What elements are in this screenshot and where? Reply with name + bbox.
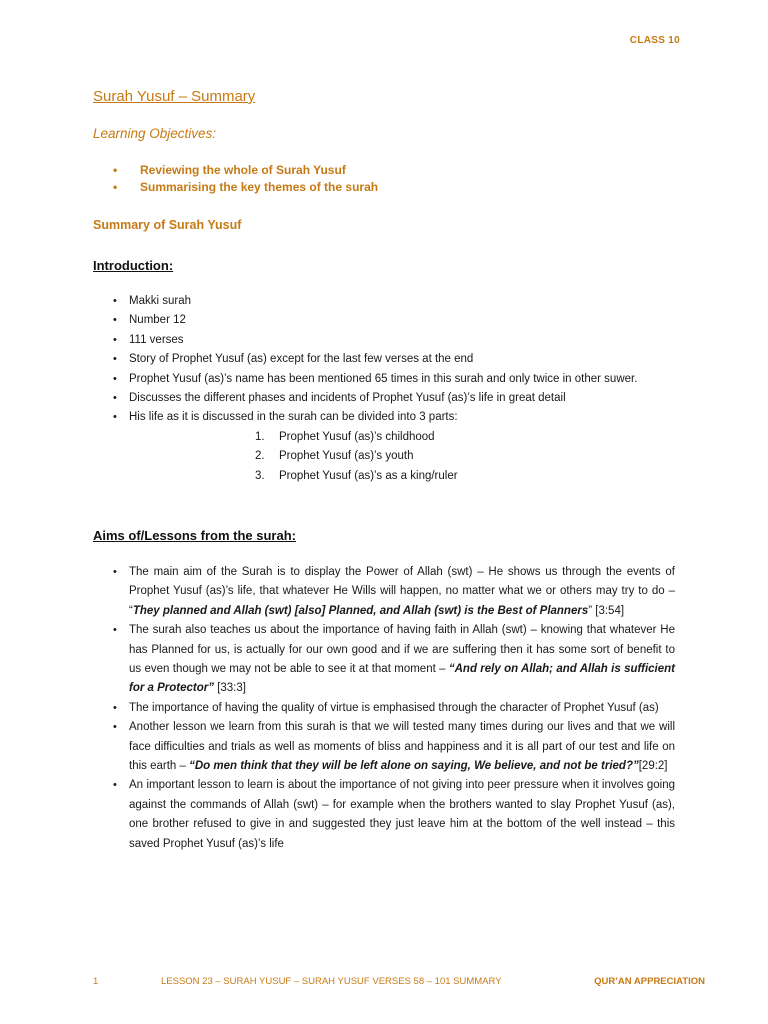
aim-reference: [29:2] — [638, 760, 668, 773]
objective-item: • Reviewing the whole of Surah Yusuf — [113, 162, 378, 179]
introduction-list — [113, 292, 675, 486]
subject-label: QUR’AN APPRECIATION — [594, 976, 705, 987]
aim-item — [113, 718, 675, 776]
aim-text: The importance of having the quality of virtue is emphasised through the character of Prophet Yusuf (as) — [129, 701, 659, 714]
aim-text: The surah also teaches us about the importance of having faith in Allah (swt) – knowing that whatever He has Planned for us, is actually for our own good and if we are suffering then it has some sort of benefit to us even though we may not be able to see it at that moment – — [129, 624, 675, 676]
life-part-item — [255, 428, 675, 447]
intro-item: • Discusses the different phases and incidents of Prophet Yusuf (as)’s life in great detail — [113, 389, 675, 408]
aims-heading: Aims of/Lessons from the surah: — [93, 528, 296, 543]
page-title: Surah Yusuf – Summary — [93, 88, 256, 105]
part-number: 3. — [255, 469, 265, 482]
part-number: 1. — [255, 430, 265, 443]
aim-item — [113, 621, 675, 699]
summary-heading: Summary of Surah Yusuf — [93, 218, 242, 232]
page-number: 1 — [93, 976, 99, 987]
lesson-title: LESSON 23 – SURAH YUSUF – SURAH YUSUF VERSES 58 – 101 SUMMARY — [161, 976, 502, 987]
aims-list — [113, 563, 675, 854]
part-text: Prophet Yusuf (as)’s childhood — [279, 430, 435, 443]
aim-item — [113, 563, 675, 621]
class-label: CLASS 10 — [629, 35, 680, 46]
life-parts-list — [129, 428, 675, 486]
aim-quote: “Do men think that they will be left alone on saying, We believe, and not be tried?” — [189, 760, 639, 773]
intro-item: • Story of Prophet Yusuf (as) except for the last few verses at the end — [113, 350, 675, 369]
intro-item: • 111 verses — [113, 331, 675, 350]
introduction-heading: Introduction: — [93, 258, 174, 273]
aim-text: Another lesson we learn from this surah is that we will tested many times during our lives and that we will face difficulties and trials as well as moments of bliss and happiness and it is all part of our test and life on this earth – — [129, 721, 675, 773]
intro-item: • Makki surah — [113, 292, 675, 311]
aim-reference: ” [3:54] — [588, 604, 625, 617]
part-text: Prophet Yusuf (as)’s as a king/ruler — [279, 469, 458, 482]
life-part-item — [255, 467, 675, 486]
page-footer — [93, 976, 705, 990]
life-part-item — [255, 447, 675, 466]
intro-item: • Prophet Yusuf (as)’s name has been mentioned 65 times in this surah and only twice in other suwer. — [113, 370, 675, 389]
part-number: 2. — [255, 450, 265, 463]
part-text: Prophet Yusuf (as)’s youth — [279, 450, 414, 463]
learning-objectives-list — [113, 162, 378, 196]
aim-text: An important lesson to learn is about the importance of not giving into peer pressure when it involves going against the commands of Allah (swt) – for example when the brothers wanted to slay Prophet Yusuf (as), one brother refused to give in and suggested they just leave him at the bottom of the well instead – this saved Prophet Yusuf (as)’s life — [129, 779, 675, 850]
aim-quote: They planned and Allah (swt) [also] Planned, and Allah (swt) is the Best of Planners — [132, 604, 589, 617]
aim-item — [113, 776, 675, 854]
objective-item: • Summarising the key themes of the surah — [113, 179, 378, 196]
aim-reference: [33:3] — [214, 682, 246, 695]
intro-item — [113, 408, 675, 486]
learning-objectives-heading: Learning Objectives: — [93, 126, 217, 141]
aim-text: The main aim of the Surah is to display the Power of Allah (swt) – He shows us through the events of Prophet Yusuf (as)’s life, that whatever He Wills will happen, no matter what we or others may try to do – “ — [129, 566, 675, 617]
intro-item: • Number 12 — [113, 311, 675, 330]
intro-item-text: His life as it is discussed in the surah can be divided into 3 parts: — [129, 411, 458, 424]
aim-quote: “And rely on Allah; and Allah is sufficient for a Protector” — [129, 663, 675, 695]
aim-item — [113, 699, 675, 718]
